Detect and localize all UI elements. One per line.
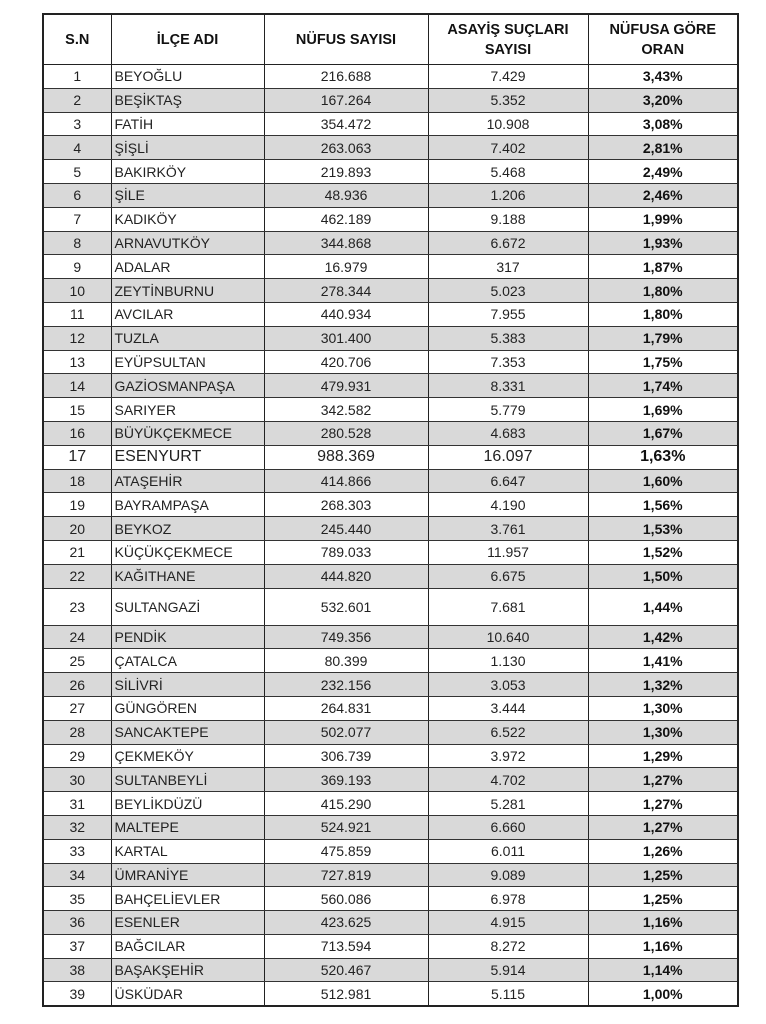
row-crimes: 3.972: [428, 744, 588, 768]
table-row: [43, 673, 738, 697]
row-crimes: 6.675: [428, 564, 588, 588]
row-crimes: 10.640: [428, 625, 588, 649]
table-row: [43, 517, 738, 541]
row-crimes: 9.188: [428, 207, 588, 231]
row-sn: 3: [43, 112, 111, 136]
row-population: 264.831: [264, 696, 428, 720]
row-district: KARTAL: [111, 839, 264, 863]
table-row: [43, 958, 738, 982]
row-district: BEYLİKDÜZÜ: [111, 792, 264, 816]
table-row: [43, 255, 738, 279]
row-population: 479.931: [264, 374, 428, 398]
row-sn: 14: [43, 374, 111, 398]
row-district: TUZLA: [111, 326, 264, 350]
row-ratio: 1,27%: [588, 768, 738, 792]
row-sn: 31: [43, 792, 111, 816]
row-population: 354.472: [264, 112, 428, 136]
row-ratio: 1,75%: [588, 350, 738, 374]
row-population: 80.399: [264, 649, 428, 673]
row-district: ŞİŞLİ: [111, 136, 264, 160]
row-district: FATİH: [111, 112, 264, 136]
row-district: SİLİVRİ: [111, 673, 264, 697]
table-row: [43, 302, 738, 326]
row-crimes: 6.647: [428, 469, 588, 493]
table-row: [43, 445, 738, 469]
row-sn: 21: [43, 540, 111, 564]
table-row: [43, 696, 738, 720]
row-district: GÜNGÖREN: [111, 696, 264, 720]
row-population: 713.594: [264, 934, 428, 958]
row-crimes: 5.352: [428, 88, 588, 112]
row-sn: 8: [43, 231, 111, 255]
row-ratio: 1,16%: [588, 911, 738, 935]
row-district: KÜÇÜKÇEKMECE: [111, 540, 264, 564]
row-ratio: 3,20%: [588, 88, 738, 112]
row-crimes: 1.206: [428, 183, 588, 207]
row-ratio: 1,99%: [588, 207, 738, 231]
row-population: 749.356: [264, 625, 428, 649]
row-population: 988.369: [264, 445, 428, 469]
row-district: BAKIRKÖY: [111, 160, 264, 184]
row-sn: 39: [43, 982, 111, 1006]
row-population: 245.440: [264, 517, 428, 541]
row-district: ÇATALCA: [111, 649, 264, 673]
row-district: BAĞCILAR: [111, 934, 264, 958]
row-ratio: 1,32%: [588, 673, 738, 697]
row-population: 219.893: [264, 160, 428, 184]
row-sn: 10: [43, 279, 111, 303]
table-row: [43, 469, 738, 493]
row-ratio: 1,27%: [588, 815, 738, 839]
row-crimes: 1.130: [428, 649, 588, 673]
row-district: ÜSKÜDAR: [111, 982, 264, 1006]
row-population: 415.290: [264, 792, 428, 816]
row-ratio: 2,81%: [588, 136, 738, 160]
row-ratio: 2,49%: [588, 160, 738, 184]
table-row: [43, 398, 738, 422]
row-ratio: 1,74%: [588, 374, 738, 398]
row-population: 268.303: [264, 493, 428, 517]
row-sn: 22: [43, 564, 111, 588]
row-crimes: 16.097: [428, 445, 588, 469]
table-row: [43, 279, 738, 303]
row-population: 278.344: [264, 279, 428, 303]
row-sn: 7: [43, 207, 111, 231]
row-sn: 24: [43, 625, 111, 649]
row-ratio: 1,80%: [588, 302, 738, 326]
row-sn: 34: [43, 863, 111, 887]
row-crimes: 9.089: [428, 863, 588, 887]
header-crimes: ASAYİŞ SUÇLARI SAYISI: [428, 14, 588, 65]
row-sn: 33: [43, 839, 111, 863]
row-ratio: 1,53%: [588, 517, 738, 541]
row-ratio: 1,56%: [588, 493, 738, 517]
table-row: [43, 65, 738, 89]
table-row: [43, 934, 738, 958]
row-ratio: 1,30%: [588, 720, 738, 744]
row-ratio: 1,25%: [588, 887, 738, 911]
row-district: BAHÇELİEVLER: [111, 887, 264, 911]
table-row: [43, 160, 738, 184]
row-population: 263.063: [264, 136, 428, 160]
table-row: [43, 839, 738, 863]
row-sn: 38: [43, 958, 111, 982]
row-sn: 15: [43, 398, 111, 422]
row-ratio: 1,87%: [588, 255, 738, 279]
row-ratio: 1,41%: [588, 649, 738, 673]
table-row: [43, 350, 738, 374]
row-district: BEŞİKTAŞ: [111, 88, 264, 112]
row-population: 524.921: [264, 815, 428, 839]
row-population: 423.625: [264, 911, 428, 935]
row-population: 532.601: [264, 588, 428, 625]
table-row: [43, 421, 738, 445]
header-ratio: NÜFUSA GÖRE ORAN: [588, 14, 738, 65]
row-district: PENDİK: [111, 625, 264, 649]
row-sn: 9: [43, 255, 111, 279]
row-population: 344.868: [264, 231, 428, 255]
row-crimes: 3.444: [428, 696, 588, 720]
row-population: 280.528: [264, 421, 428, 445]
header-sn: S.N: [43, 14, 111, 65]
row-crimes: 5.468: [428, 160, 588, 184]
row-population: 306.739: [264, 744, 428, 768]
row-crimes: 6.672: [428, 231, 588, 255]
row-crimes: 8.272: [428, 934, 588, 958]
row-sn: 30: [43, 768, 111, 792]
row-district: SANCAKTEPE: [111, 720, 264, 744]
row-population: 48.936: [264, 183, 428, 207]
row-district: ESENLER: [111, 911, 264, 935]
row-crimes: 317: [428, 255, 588, 279]
row-district: ARNAVUTKÖY: [111, 231, 264, 255]
row-sn: 36: [43, 911, 111, 935]
row-crimes: 11.957: [428, 540, 588, 564]
row-sn: 13: [43, 350, 111, 374]
row-district: ADALAR: [111, 255, 264, 279]
row-crimes: 5.779: [428, 398, 588, 422]
row-population: 502.077: [264, 720, 428, 744]
row-sn: 5: [43, 160, 111, 184]
row-sn: 17: [43, 445, 111, 469]
row-ratio: 1,00%: [588, 982, 738, 1006]
row-district: SARIYER: [111, 398, 264, 422]
row-ratio: 1,63%: [588, 445, 738, 469]
row-district: BEYOĞLU: [111, 65, 264, 89]
row-ratio: 1,93%: [588, 231, 738, 255]
row-population: 462.189: [264, 207, 428, 231]
table-row: [43, 183, 738, 207]
row-crimes: 4.915: [428, 911, 588, 935]
table-row: [43, 493, 738, 517]
row-crimes: 3.053: [428, 673, 588, 697]
row-crimes: 6.522: [428, 720, 588, 744]
row-sn: 29: [43, 744, 111, 768]
row-crimes: 6.660: [428, 815, 588, 839]
row-crimes: 7.353: [428, 350, 588, 374]
row-sn: 23: [43, 588, 111, 625]
row-district: BEYKOZ: [111, 517, 264, 541]
row-crimes: 7.429: [428, 65, 588, 89]
table-row: [43, 792, 738, 816]
row-population: 414.866: [264, 469, 428, 493]
row-crimes: 4.683: [428, 421, 588, 445]
row-crimes: 8.331: [428, 374, 588, 398]
row-population: 420.706: [264, 350, 428, 374]
row-district: ÜMRANİYE: [111, 863, 264, 887]
row-crimes: 4.702: [428, 768, 588, 792]
row-crimes: 6.978: [428, 887, 588, 911]
table-row: [43, 744, 738, 768]
table-row: [43, 625, 738, 649]
row-district: BÜYÜKÇEKMECE: [111, 421, 264, 445]
table-row: [43, 649, 738, 673]
row-crimes: 6.011: [428, 839, 588, 863]
row-crimes: 4.190: [428, 493, 588, 517]
row-ratio: 1,26%: [588, 839, 738, 863]
row-sn: 11: [43, 302, 111, 326]
row-district: BAYRAMPAŞA: [111, 493, 264, 517]
row-population: 216.688: [264, 65, 428, 89]
row-crimes: 5.914: [428, 958, 588, 982]
row-ratio: 1,44%: [588, 588, 738, 625]
row-district: GAZİOSMANPAŞA: [111, 374, 264, 398]
table-row: [43, 815, 738, 839]
row-district: ZEYTİNBURNU: [111, 279, 264, 303]
row-population: 789.033: [264, 540, 428, 564]
header-population: NÜFUS SAYISI: [264, 14, 428, 65]
table-row: [43, 231, 738, 255]
table-row: [43, 112, 738, 136]
row-crimes: 5.115: [428, 982, 588, 1006]
row-ratio: 3,43%: [588, 65, 738, 89]
row-ratio: 1,16%: [588, 934, 738, 958]
row-ratio: 3,08%: [588, 112, 738, 136]
row-population: 560.086: [264, 887, 428, 911]
row-district: BAŞAKŞEHİR: [111, 958, 264, 982]
row-ratio: 1,50%: [588, 564, 738, 588]
row-sn: 27: [43, 696, 111, 720]
row-district: ATAŞEHİR: [111, 469, 264, 493]
row-district: KAĞITHANE: [111, 564, 264, 588]
row-ratio: 1,30%: [588, 696, 738, 720]
row-ratio: 1,69%: [588, 398, 738, 422]
header-row: [43, 14, 738, 65]
row-crimes: 7.402: [428, 136, 588, 160]
row-crimes: 10.908: [428, 112, 588, 136]
row-population: 16.979: [264, 255, 428, 279]
row-ratio: 1,42%: [588, 625, 738, 649]
table-row: [43, 982, 738, 1006]
row-population: 727.819: [264, 863, 428, 887]
row-ratio: 1,27%: [588, 792, 738, 816]
row-population: 475.859: [264, 839, 428, 863]
row-sn: 2: [43, 88, 111, 112]
row-district: ŞİLE: [111, 183, 264, 207]
row-crimes: 5.281: [428, 792, 588, 816]
row-sn: 32: [43, 815, 111, 839]
row-population: 167.264: [264, 88, 428, 112]
table-row: [43, 207, 738, 231]
row-sn: 19: [43, 493, 111, 517]
table-row: [43, 136, 738, 160]
row-population: 512.981: [264, 982, 428, 1006]
row-ratio: 1,67%: [588, 421, 738, 445]
row-ratio: 1,52%: [588, 540, 738, 564]
row-ratio: 1,79%: [588, 326, 738, 350]
row-sn: 26: [43, 673, 111, 697]
table-row: [43, 911, 738, 935]
row-crimes: 5.023: [428, 279, 588, 303]
row-sn: 12: [43, 326, 111, 350]
table-row: [43, 88, 738, 112]
row-sn: 35: [43, 887, 111, 911]
table-row: [43, 564, 738, 588]
row-ratio: 2,46%: [588, 183, 738, 207]
row-sn: 6: [43, 183, 111, 207]
table-row: [43, 326, 738, 350]
row-ratio: 1,25%: [588, 863, 738, 887]
row-population: 369.193: [264, 768, 428, 792]
row-district: SULTANGAZİ: [111, 588, 264, 625]
table-body: [43, 65, 738, 1007]
row-population: 444.820: [264, 564, 428, 588]
row-ratio: 1,29%: [588, 744, 738, 768]
row-crimes: 3.761: [428, 517, 588, 541]
table-row: [43, 588, 738, 625]
table-row: [43, 863, 738, 887]
row-sn: 16: [43, 421, 111, 445]
row-sn: 1: [43, 65, 111, 89]
table-row: [43, 768, 738, 792]
row-population: 232.156: [264, 673, 428, 697]
row-district: MALTEPE: [111, 815, 264, 839]
row-population: 342.582: [264, 398, 428, 422]
row-crimes: 7.681: [428, 588, 588, 625]
header-district: İLÇE ADI: [111, 14, 264, 65]
row-sn: 20: [43, 517, 111, 541]
row-sn: 28: [43, 720, 111, 744]
row-sn: 18: [43, 469, 111, 493]
row-population: 440.934: [264, 302, 428, 326]
row-sn: 4: [43, 136, 111, 160]
table-row: [43, 374, 738, 398]
row-sn: 25: [43, 649, 111, 673]
table-row: [43, 887, 738, 911]
row-district: AVCILAR: [111, 302, 264, 326]
row-district: ÇEKMEKÖY: [111, 744, 264, 768]
table-row: [43, 540, 738, 564]
row-ratio: 1,60%: [588, 469, 738, 493]
row-district: SULTANBEYLİ: [111, 768, 264, 792]
row-district: EYÜPSULTAN: [111, 350, 264, 374]
row-population: 520.467: [264, 958, 428, 982]
district-crime-table: [42, 13, 739, 1007]
row-population: 301.400: [264, 326, 428, 350]
row-crimes: 7.955: [428, 302, 588, 326]
table-row: [43, 720, 738, 744]
row-sn: 37: [43, 934, 111, 958]
row-ratio: 1,80%: [588, 279, 738, 303]
row-district: ESENYURT: [111, 445, 264, 469]
row-ratio: 1,14%: [588, 958, 738, 982]
row-crimes: 5.383: [428, 326, 588, 350]
row-district: KADIKÖY: [111, 207, 264, 231]
